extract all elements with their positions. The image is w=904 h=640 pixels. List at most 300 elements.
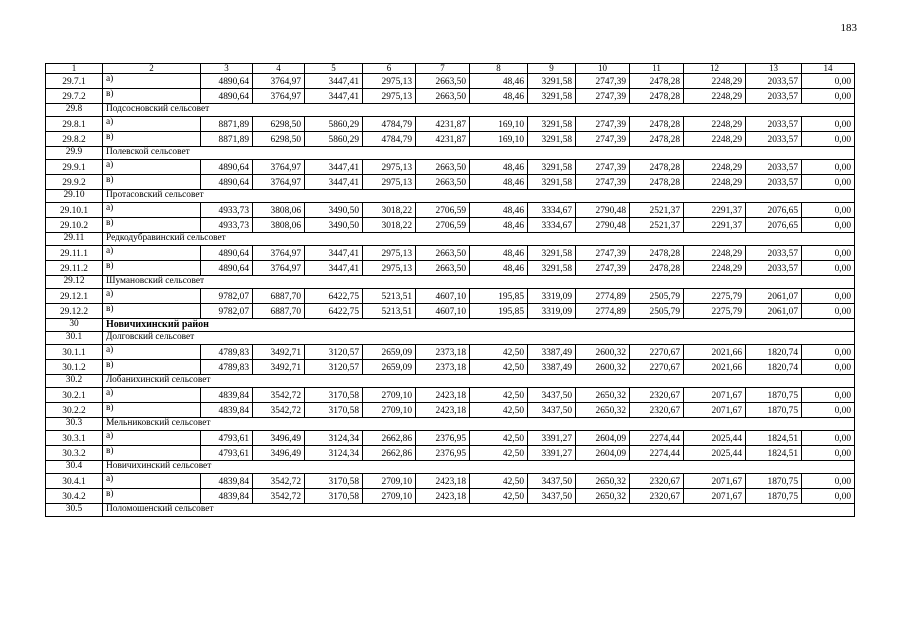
value-cell: 3447,41	[305, 89, 363, 104]
column-number: 10	[576, 64, 630, 74]
value-cell: 3170,58	[305, 474, 363, 489]
section-number-cell: 29.12	[46, 276, 103, 289]
value-cell: 3124,34	[305, 431, 363, 446]
value-cell: 2320,67	[630, 403, 684, 418]
value-cell: 2423,18	[416, 388, 470, 403]
value-cell: 3447,41	[305, 261, 363, 276]
value-cell: 3334,67	[528, 218, 576, 233]
value-cell: 2320,67	[630, 474, 684, 489]
variant-cell: в)	[103, 89, 201, 104]
value-cell: 1870,75	[746, 403, 802, 418]
table-row	[46, 431, 855, 446]
value-cell: 4607,10	[416, 289, 470, 304]
settlement-name: Новичихинский сельсовет	[103, 461, 855, 474]
value-cell: 2975,13	[363, 160, 416, 175]
column-number: 12	[684, 64, 746, 74]
value-cell: 3170,58	[305, 388, 363, 403]
value-cell: 2709,10	[363, 489, 416, 504]
value-cell: 3542,72	[253, 489, 305, 504]
value-cell: 3496,49	[253, 431, 305, 446]
value-cell: 6887,70	[253, 289, 305, 304]
value-cell: 2709,10	[363, 474, 416, 489]
value-cell: 48,46	[470, 175, 528, 190]
row-number-cell: 30.3.2	[46, 446, 103, 461]
column-number: 13	[746, 64, 802, 74]
value-cell: 3291,58	[528, 160, 576, 175]
value-cell: 2975,13	[363, 175, 416, 190]
value-cell: 2076,65	[746, 218, 802, 233]
district-row	[46, 319, 855, 332]
value-cell: 2650,32	[576, 489, 630, 504]
value-cell: 2706,59	[416, 218, 470, 233]
value-cell: 2248,29	[684, 160, 746, 175]
value-cell: 3120,57	[305, 345, 363, 360]
value-cell: 2270,67	[630, 345, 684, 360]
section-number-cell: 29.11	[46, 233, 103, 246]
value-cell: 0,00	[802, 203, 855, 218]
value-cell: 2423,18	[416, 403, 470, 418]
value-cell: 3764,97	[253, 261, 305, 276]
value-cell: 2600,32	[576, 345, 630, 360]
table-row	[46, 74, 855, 89]
settlement-name: Протасовский сельсовет	[103, 190, 855, 203]
value-cell: 3120,57	[305, 360, 363, 375]
value-cell: 2274,44	[630, 446, 684, 461]
value-cell: 3764,97	[253, 160, 305, 175]
value-cell: 2270,67	[630, 360, 684, 375]
value-cell: 2248,29	[684, 261, 746, 276]
variant-cell: в)	[103, 489, 201, 504]
settlement-name: Долговский сельсовет	[103, 332, 855, 345]
value-cell: 2604,09	[576, 431, 630, 446]
row-number-cell: 29.8.2	[46, 132, 103, 147]
table-row	[46, 132, 855, 147]
value-cell: 42,50	[470, 403, 528, 418]
value-cell: 2478,28	[630, 175, 684, 190]
table-row	[46, 175, 855, 190]
settlement-row	[46, 332, 855, 345]
column-number: 11	[630, 64, 684, 74]
row-number-cell: 30.2.1	[46, 388, 103, 403]
value-cell: 2320,67	[630, 388, 684, 403]
value-cell: 48,46	[470, 246, 528, 261]
value-cell: 1870,75	[746, 489, 802, 504]
value-cell: 2521,37	[630, 218, 684, 233]
section-number-cell: 30.5	[46, 504, 103, 517]
value-cell: 3391,27	[528, 446, 576, 461]
value-cell: 4231,87	[416, 117, 470, 132]
column-number: 2	[103, 64, 201, 74]
row-number-cell: 30.2.2	[46, 403, 103, 418]
value-cell: 2373,18	[416, 360, 470, 375]
value-cell: 2025,44	[684, 431, 746, 446]
variant-cell: а)	[103, 345, 201, 360]
value-cell: 3291,58	[528, 132, 576, 147]
value-cell: 0,00	[802, 388, 855, 403]
value-cell: 2659,09	[363, 345, 416, 360]
table-row	[46, 203, 855, 218]
value-cell: 4789,83	[201, 360, 253, 375]
row-number-cell: 29.10.2	[46, 218, 103, 233]
value-cell: 0,00	[802, 489, 855, 504]
value-cell: 5213,51	[363, 289, 416, 304]
value-cell: 2275,79	[684, 289, 746, 304]
table-row	[46, 246, 855, 261]
column-number: 14	[802, 64, 855, 74]
value-cell: 2248,29	[684, 132, 746, 147]
value-cell: 2275,79	[684, 304, 746, 319]
settlement-name: Лобанихинский сельсовет	[103, 375, 855, 388]
value-cell: 2774,89	[576, 304, 630, 319]
value-cell: 9782,07	[201, 289, 253, 304]
value-cell: 2747,39	[576, 261, 630, 276]
value-cell: 42,50	[470, 388, 528, 403]
value-cell: 42,50	[470, 431, 528, 446]
value-cell: 2790,48	[576, 218, 630, 233]
variant-cell: в)	[103, 360, 201, 375]
value-cell: 2033,57	[746, 132, 802, 147]
variant-cell: а)	[103, 289, 201, 304]
value-cell: 0,00	[802, 304, 855, 319]
section-number-cell: 30.1	[46, 332, 103, 345]
value-cell: 2076,65	[746, 203, 802, 218]
settlement-name: Подсосновский сельсовет	[103, 104, 855, 117]
value-cell: 48,46	[470, 261, 528, 276]
value-cell: 0,00	[802, 474, 855, 489]
value-cell: 4789,83	[201, 345, 253, 360]
settlement-row	[46, 190, 855, 203]
settlement-row	[46, 461, 855, 474]
value-cell: 2709,10	[363, 388, 416, 403]
district-name: Новичихинский район	[103, 319, 855, 332]
column-number: 8	[470, 64, 528, 74]
variant-cell: в)	[103, 446, 201, 461]
settlement-row	[46, 104, 855, 117]
value-cell: 48,46	[470, 203, 528, 218]
table-row	[46, 89, 855, 104]
value-cell: 3387,49	[528, 360, 576, 375]
value-cell: 3492,71	[253, 360, 305, 375]
value-cell: 2604,09	[576, 446, 630, 461]
settlement-name: Полевской сельсовет	[103, 147, 855, 160]
section-number-cell: 30.3	[46, 418, 103, 431]
value-cell: 2248,29	[684, 117, 746, 132]
value-cell: 2248,29	[684, 246, 746, 261]
variant-cell: в)	[103, 403, 201, 418]
value-cell: 4890,64	[201, 74, 253, 89]
table-row	[46, 261, 855, 276]
value-cell: 3764,97	[253, 246, 305, 261]
variant-cell: а)	[103, 203, 201, 218]
row-number-cell: 29.9.1	[46, 160, 103, 175]
value-cell: 3490,50	[305, 203, 363, 218]
table-row	[46, 489, 855, 504]
value-cell: 4890,64	[201, 89, 253, 104]
table-row	[46, 304, 855, 319]
settlement-name: Редкодубравинский сельсовет	[103, 233, 855, 246]
table-row	[46, 403, 855, 418]
value-cell: 2975,13	[363, 246, 416, 261]
value-cell: 2663,50	[416, 246, 470, 261]
value-cell: 3447,41	[305, 74, 363, 89]
value-cell: 5213,51	[363, 304, 416, 319]
table-row	[46, 474, 855, 489]
value-cell: 2650,32	[576, 474, 630, 489]
value-cell: 4890,64	[201, 246, 253, 261]
settlement-name: Шумановский сельсовет	[103, 276, 855, 289]
value-cell: 2248,29	[684, 74, 746, 89]
value-cell: 3124,34	[305, 446, 363, 461]
value-cell: 3291,58	[528, 89, 576, 104]
value-cell: 2423,18	[416, 489, 470, 504]
value-cell: 3490,50	[305, 218, 363, 233]
value-cell: 4793,61	[201, 431, 253, 446]
settlement-row	[46, 504, 855, 517]
value-cell: 3291,58	[528, 74, 576, 89]
value-cell: 3437,50	[528, 474, 576, 489]
value-cell: 5860,29	[305, 117, 363, 132]
value-cell: 8871,89	[201, 117, 253, 132]
column-number: 1	[46, 64, 103, 74]
row-number-cell: 29.7.2	[46, 89, 103, 104]
value-cell: 1824,51	[746, 446, 802, 461]
value-cell: 3319,09	[528, 289, 576, 304]
value-cell: 3437,50	[528, 489, 576, 504]
value-cell: 1820,74	[746, 360, 802, 375]
section-number-cell: 29.9	[46, 147, 103, 160]
value-cell: 2021,66	[684, 345, 746, 360]
value-cell: 2478,28	[630, 89, 684, 104]
value-cell: 1824,51	[746, 431, 802, 446]
value-cell: 2274,44	[630, 431, 684, 446]
value-cell: 0,00	[802, 261, 855, 276]
value-cell: 48,46	[470, 89, 528, 104]
row-number-cell: 29.11.2	[46, 261, 103, 276]
value-cell: 2505,79	[630, 304, 684, 319]
value-cell: 3291,58	[528, 175, 576, 190]
value-cell: 2071,67	[684, 474, 746, 489]
value-cell: 2071,67	[684, 489, 746, 504]
value-cell: 195,85	[470, 304, 528, 319]
value-cell: 2747,39	[576, 74, 630, 89]
value-cell: 2709,10	[363, 403, 416, 418]
value-cell: 48,46	[470, 218, 528, 233]
value-cell: 3542,72	[253, 474, 305, 489]
value-cell: 2663,50	[416, 74, 470, 89]
value-cell: 4839,84	[201, 388, 253, 403]
value-cell: 6298,50	[253, 132, 305, 147]
page-number: 183	[840, 22, 857, 34]
variant-cell: в)	[103, 132, 201, 147]
value-cell: 2600,32	[576, 360, 630, 375]
value-cell: 1820,74	[746, 345, 802, 360]
value-cell: 0,00	[802, 246, 855, 261]
value-cell: 0,00	[802, 360, 855, 375]
value-cell: 0,00	[802, 403, 855, 418]
variant-cell: в)	[103, 218, 201, 233]
value-cell: 0,00	[802, 89, 855, 104]
row-number-cell: 30.3.1	[46, 431, 103, 446]
value-cell: 6422,75	[305, 289, 363, 304]
value-cell: 2478,28	[630, 117, 684, 132]
section-number-cell: 30	[46, 319, 103, 332]
column-number: 3	[201, 64, 253, 74]
value-cell: 169,10	[470, 132, 528, 147]
value-cell: 2521,37	[630, 203, 684, 218]
table-row	[46, 446, 855, 461]
value-cell: 42,50	[470, 345, 528, 360]
value-cell: 2248,29	[684, 89, 746, 104]
value-cell: 0,00	[802, 431, 855, 446]
value-cell: 4839,84	[201, 403, 253, 418]
value-cell: 4933,73	[201, 203, 253, 218]
value-cell: 3764,97	[253, 89, 305, 104]
value-cell: 2478,28	[630, 246, 684, 261]
value-cell: 4231,87	[416, 132, 470, 147]
value-cell: 0,00	[802, 74, 855, 89]
value-cell: 4890,64	[201, 175, 253, 190]
section-number-cell: 29.10	[46, 190, 103, 203]
value-cell: 2747,39	[576, 160, 630, 175]
value-cell: 169,10	[470, 117, 528, 132]
value-cell: 4784,79	[363, 117, 416, 132]
row-number-cell: 29.11.1	[46, 246, 103, 261]
settlement-name: Поломошенский сельсовет	[103, 504, 855, 517]
value-cell: 3387,49	[528, 345, 576, 360]
value-cell: 2376,95	[416, 431, 470, 446]
value-cell: 3170,58	[305, 489, 363, 504]
settlement-row	[46, 233, 855, 246]
value-cell: 2320,67	[630, 489, 684, 504]
column-number-row	[46, 64, 855, 74]
value-cell: 48,46	[470, 74, 528, 89]
column-number: 4	[253, 64, 305, 74]
value-cell: 3291,58	[528, 117, 576, 132]
value-cell: 4839,84	[201, 474, 253, 489]
value-cell: 3764,97	[253, 175, 305, 190]
column-number: 7	[416, 64, 470, 74]
settlement-row	[46, 418, 855, 431]
value-cell: 2662,86	[363, 446, 416, 461]
value-cell: 4890,64	[201, 261, 253, 276]
value-cell: 3542,72	[253, 403, 305, 418]
value-cell: 3808,06	[253, 203, 305, 218]
value-cell: 3437,50	[528, 388, 576, 403]
settlement-name: Мельниковский сельсовет	[103, 418, 855, 431]
value-cell: 3334,67	[528, 203, 576, 218]
value-cell: 2291,37	[684, 203, 746, 218]
column-number: 9	[528, 64, 576, 74]
row-number-cell: 30.4.1	[46, 474, 103, 489]
value-cell: 3492,71	[253, 345, 305, 360]
section-number-cell: 29.8	[46, 104, 103, 117]
value-cell: 42,50	[470, 446, 528, 461]
value-cell: 2663,50	[416, 261, 470, 276]
settlement-row	[46, 276, 855, 289]
value-cell: 2061,07	[746, 289, 802, 304]
value-cell: 2650,32	[576, 403, 630, 418]
value-cell: 3170,58	[305, 403, 363, 418]
value-cell: 2033,57	[746, 74, 802, 89]
value-cell: 4784,79	[363, 132, 416, 147]
row-number-cell: 29.12.1	[46, 289, 103, 304]
settlement-row	[46, 375, 855, 388]
value-cell: 3808,06	[253, 218, 305, 233]
value-cell: 0,00	[802, 160, 855, 175]
value-cell: 1870,75	[746, 388, 802, 403]
value-cell: 3437,50	[528, 403, 576, 418]
value-cell: 4933,73	[201, 218, 253, 233]
variant-cell: а)	[103, 388, 201, 403]
value-cell: 2650,32	[576, 388, 630, 403]
value-cell: 4890,64	[201, 160, 253, 175]
value-cell: 2975,13	[363, 89, 416, 104]
value-cell: 2248,29	[684, 175, 746, 190]
value-cell: 0,00	[802, 117, 855, 132]
value-cell: 2478,28	[630, 160, 684, 175]
row-number-cell: 29.12.2	[46, 304, 103, 319]
table-row	[46, 388, 855, 403]
value-cell: 2033,57	[746, 160, 802, 175]
value-cell: 3018,22	[363, 218, 416, 233]
value-cell: 6298,50	[253, 117, 305, 132]
value-cell: 2376,95	[416, 446, 470, 461]
table-row	[46, 289, 855, 304]
value-cell: 3018,22	[363, 203, 416, 218]
value-cell: 42,50	[470, 474, 528, 489]
value-cell: 2373,18	[416, 345, 470, 360]
value-cell: 0,00	[802, 132, 855, 147]
table-row	[46, 160, 855, 175]
value-cell: 2663,50	[416, 160, 470, 175]
value-cell: 2033,57	[746, 246, 802, 261]
value-cell: 195,85	[470, 289, 528, 304]
value-cell: 0,00	[802, 345, 855, 360]
value-cell: 2291,37	[684, 218, 746, 233]
row-number-cell: 30.4.2	[46, 489, 103, 504]
value-cell: 48,46	[470, 160, 528, 175]
value-cell: 2505,79	[630, 289, 684, 304]
value-cell: 2071,67	[684, 388, 746, 403]
row-number-cell: 29.10.1	[46, 203, 103, 218]
value-cell: 2033,57	[746, 175, 802, 190]
value-cell: 2061,07	[746, 304, 802, 319]
value-cell: 6422,75	[305, 304, 363, 319]
value-cell: 2706,59	[416, 203, 470, 218]
table-row	[46, 360, 855, 375]
value-cell: 3496,49	[253, 446, 305, 461]
table-row	[46, 218, 855, 233]
variant-cell: а)	[103, 117, 201, 132]
value-cell: 4793,61	[201, 446, 253, 461]
value-cell: 2747,39	[576, 89, 630, 104]
variant-cell: в)	[103, 304, 201, 319]
column-number: 5	[305, 64, 363, 74]
value-cell: 3291,58	[528, 246, 576, 261]
value-cell: 0,00	[802, 446, 855, 461]
variant-cell: а)	[103, 160, 201, 175]
variant-cell: а)	[103, 246, 201, 261]
value-cell: 2747,39	[576, 246, 630, 261]
value-cell: 42,50	[470, 489, 528, 504]
variant-cell: а)	[103, 431, 201, 446]
value-cell: 2033,57	[746, 261, 802, 276]
value-cell: 2021,66	[684, 360, 746, 375]
value-cell: 8871,89	[201, 132, 253, 147]
value-cell: 2663,50	[416, 175, 470, 190]
variant-cell: в)	[103, 175, 201, 190]
value-cell: 0,00	[802, 289, 855, 304]
